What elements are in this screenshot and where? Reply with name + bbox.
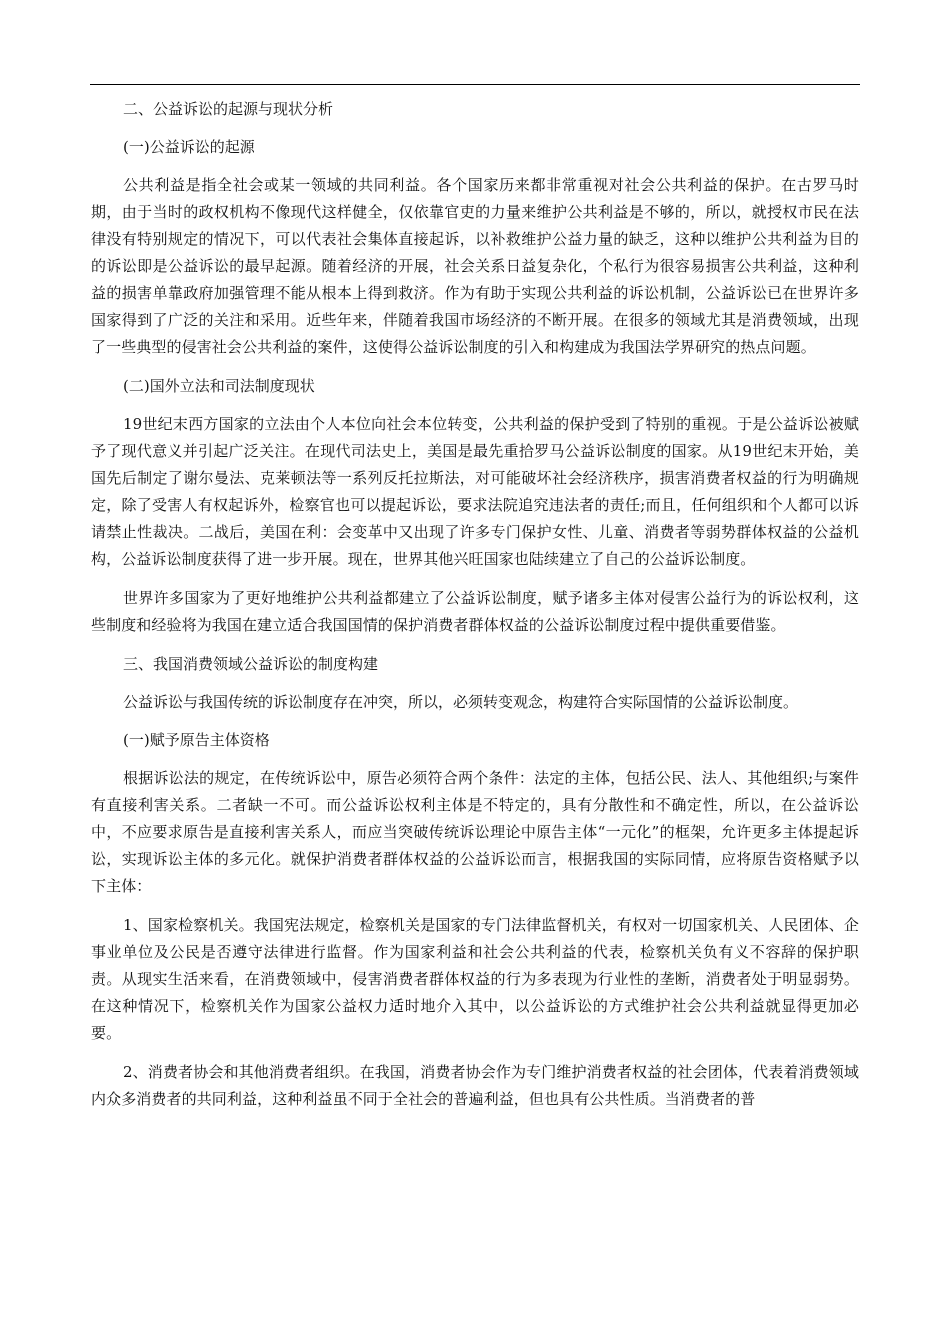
section-heading-construction: 三、我国消费领域公益诉讼的制度构建 xyxy=(123,655,379,673)
paragraph-consumer-association: 2、消费者协会和其他消费者组织。在我国，消费者协会作为专门维护消费者权益的社会团体，代表着消费领域内众多消费者的共同利益，这种利益虽不同于全社会的普遍利益，但也具有公共性质。当消费者的普 xyxy=(91,1063,859,1108)
paragraph-procuratorate: 1、国家检察机关。我国宪法规定，检察机关是国家的专门法律监督机关，有权对一切国家机关、人民团体、企事业单位及公民是否遵守法律进行监督。作为国家利益和社会公共利益的代表，检察机关负有义不容辞的保护职责。从现实生活来看，在消费领域中，侵害消费者群体权益的行为多表现为行业性的垄断，消费者处于明显弱势。在这种情况下，检察机关作为国家公益权力适时地介入其中，以公益诉讼的方式维护社会公共利益就显得更加必要。 xyxy=(91,916,859,1042)
paragraph-plaintiff-conditions: 根据诉讼法的规定，在传统诉讼中，原告必须符合两个条件：法定的主体，包括公民、法人、其他组织;与案件有直接利害关系。二者缺一不可。而公益诉讼权利主体是不特定的，具有分散性和不确定性，所以，在公益诉讼中，不应要求原告是直接利害关系人，而应当突破传统诉讼理论中原告主体“一元化”的框架，允许更多主体提起诉讼，实现诉讼主体的多元化。就保护消费者群体权益的公益诉讼而言，根据我国的实际同情，应将原告资格赋予以下主体： xyxy=(91,769,859,895)
paragraph-19th-century: 19世纪末西方国家的立法由个人本位向社会本位转变，公共利益的保护受到了特别的重视。于是公益诉讼被赋予了现代意义并引起广泛关注。在现代司法史上，美国是最先重拾罗马公益诉讼制度的国家。从19世纪末开始，美国先后制定了谢尔曼法、克莱顿法等一系列反托拉斯法，对可能破坏社会经济秩序，损害消费者权益的行为明确规定，除了受害人有权起诉外，检察官也可以提起诉讼，要求法院追究违法者的责任;而且，任何组织和个人都可以诉请禁止性裁决。二战后，美国在利：会变革中又出现了许多专门保护女性、儿童、消费者等弱势群体权益的公益机构，公益诉讼制度获得了进一步开展。现在，世界其他兴旺国家也陆续建立了自己的公益诉讼制度。 xyxy=(91,415,859,568)
subsection-heading-origin: (一)公益诉讼的起源 xyxy=(123,138,255,156)
subsection-heading-foreign: (二)国外立法和司法制度现状 xyxy=(123,377,315,395)
subsection-heading-plaintiff: (一)赋予原告主体资格 xyxy=(123,731,270,749)
paragraph-conflict: 公益诉讼与我国传统的诉讼制度存在冲突，所以，必须转变观念，构建符合实际国情的公益诉讼制度。 xyxy=(123,693,799,711)
section-heading-origin-status: 二、公益诉讼的起源与现状分析 xyxy=(123,100,334,118)
document-body xyxy=(91,96,859,1125)
header-rule xyxy=(90,84,860,85)
paragraph-world-countries: 世界许多国家为了更好地维护公共利益都建立了公益诉讼制度，赋予诸多主体对侵害公益行为的诉讼权利，这些制度和经验将为我国在建立适合我国国情的保护消费者群体权益的公益诉讼制度过程中提供重要借鉴。 xyxy=(91,589,859,634)
paragraph-public-interest: 公共利益是指全社会或某一领域的共同利益。各个国家历来都非常重视对社会公共利益的保护。在古罗马时期，由于当时的政权机构不像现代这样健全，仅依靠官吏的力量来维护公共利益是不够的，所以，就授权市民在法律没有特别规定的情况下，可以代表社会集体直接起诉，以补救维护公益力量的缺乏，这种以维护公共利益为目的的诉讼即是公益诉讼的最早起源。随着经济的开展，社会关系日益复杂化，个私行为很容易损害公共利益，这种利益的损害单靠政府加强管理不能从根本上得到救济。作为有助于实现公共利益的诉讼机制，公益诉讼已在世界许多国家得到了广泛的关注和采用。近些年来，伴随着我国市场经济的不断开展。在很多的领域尤其是消费领域，出现了一些典型的侵害社会公共利益的案件，这使得公益诉讼制度的引入和构建成为我国法学界研究的热点问题。 xyxy=(91,176,859,356)
